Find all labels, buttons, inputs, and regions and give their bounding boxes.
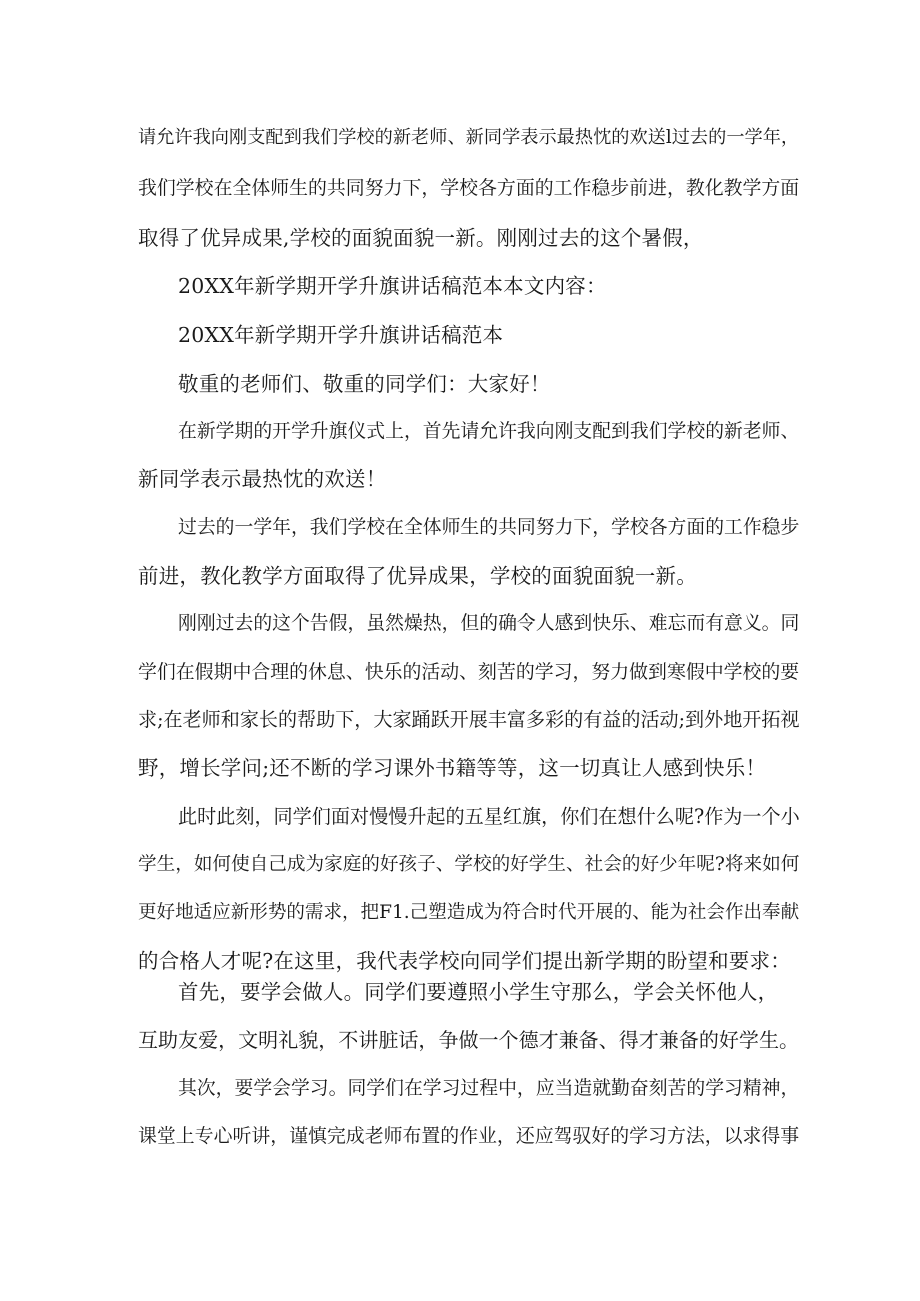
text-line: 此时此刻，同学们面对慢慢升起的五星红旗，你们在想什么呢?作为一个小: [178, 805, 800, 828]
subtitle: 20XX年新学期开学升旗讲话稿范本: [178, 323, 504, 347]
text-line: 野，增长学问;还不断的学习课外书籍等等，这一切真让人感到快乐！: [138, 756, 767, 780]
text-line: 刚刚过去的这个告假，虽然燥热，但的确令人感到快乐、难忘而有意义。同: [178, 613, 800, 634]
text-line: 求;在老师和家长的帮助下，大家踊跃开展丰富多彩的有益的活动;到外地开拓视: [138, 708, 800, 731]
salutation: 敬重的老师们、敬重的同学们：大家好！: [178, 372, 551, 396]
text-line: 首先，要学会做人。同学们要遵照小学生守那么，学会关怀他人，: [178, 980, 779, 1004]
text-line: 取得了优异成果,学校的面貌面貌一新。刚刚过去的这个暑假，: [138, 226, 704, 250]
text-line: 更好地适应新形势的需求，把F1.己塑造成为符合时代开展的、能为社会作出奉献: [138, 902, 800, 923]
text-line: 20XX年新学期开学升旗讲话稿范本本文内容：: [178, 274, 607, 298]
text-line: 其次，要学会学习。同学们在学习过程中，应当造就勤奋刻苦的学习精神，: [178, 1078, 800, 1099]
text-line: 学们在假期中合理的休息、快乐的活动、刻苦的学习，努力做到寒假中学校的要: [138, 661, 800, 683]
text-line: 在新学期的开学升旗仪式上，首先请允许我向刚支配到我们学校的新老师、: [178, 421, 800, 442]
text-line: 互助友爱，文明礼貌，不讲脏话，争做一个德才兼备、得才兼备的好学生。: [138, 1028, 800, 1052]
text-line: 我们学校在全体师生的共同努力下，学校各方面的工作稳步前进，教化教学方面: [138, 177, 800, 199]
text-line: 前进，教化教学方面取得了优异成果，学校的面貌面貌一新。: [138, 564, 697, 588]
text-line: 学生，如何使自己成为家庭的好孩子、学校的好学生、社会的好少年呢?将来如何: [138, 854, 800, 875]
text-line: 新同学表示最热忱的欢送！: [138, 467, 387, 491]
text-line: 的合格人才呢?在这里，我代表学校向同学们提出新学期的盼望和要求：: [138, 949, 791, 973]
text-line: 课堂上专心听讲，谨慎完成老师布置的作业，还应驾驭好的学习方法，以求得事: [138, 1125, 800, 1147]
text-line: 过去的一学年，我们学校在全体师生的共同努力下，学校各方面的工作稳步: [178, 517, 800, 538]
text-line: 请允许我向刚支配到我们学校的新老师、新同学表示最热忱的欢送l过去的一学年，: [138, 127, 800, 148]
